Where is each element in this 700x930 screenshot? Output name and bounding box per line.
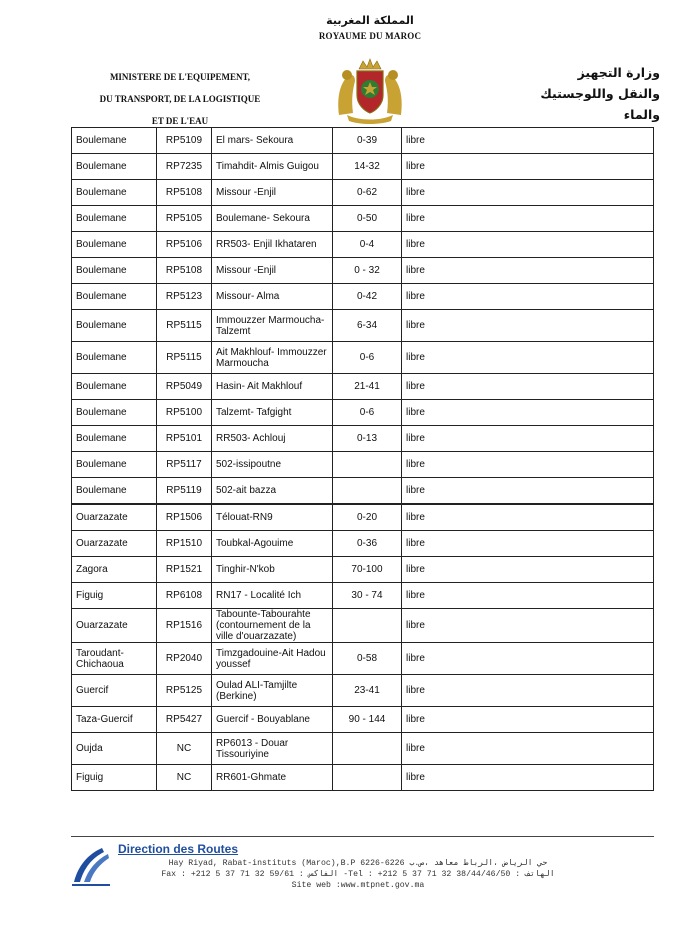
cell-section: RR503- Achlouj [212,426,333,452]
footer-divider [71,836,654,837]
ministry-french [60,66,300,132]
cell-region: Boulemane [72,478,157,505]
table-row [72,400,654,426]
table-row [72,557,654,583]
cell-region: Boulemane [72,400,157,426]
cell-status: libre [402,557,654,583]
cell-pk [333,733,402,765]
cell-status: libre [402,733,654,765]
table-row [72,206,654,232]
cell-section: Toubkal-Agouime [212,531,333,557]
cell-pk: 70-100 [333,557,402,583]
table-row [72,531,654,557]
cell-section: Talzemt- Tafgight [212,400,333,426]
cell-section: 502-ait bazza [212,478,333,505]
cell-code: RP5105 [157,206,212,232]
cell-code: RP5101 [157,426,212,452]
cell-pk: 6-34 [333,310,402,342]
cell-pk: 0-4 [333,232,402,258]
cell-region: Guercif [72,675,157,707]
cell-pk [333,478,402,505]
cell-section: Télouat-RN9 [212,504,333,531]
cell-code: RP5427 [157,707,212,733]
cell-status: libre [402,609,654,643]
table-row [72,310,654,342]
cell-region: Ouarzazate [72,609,157,643]
cell-status: libre [402,583,654,609]
cell-section: Timzgadouine-Ait Hadou youssef [212,643,333,675]
cell-code: RP1516 [157,609,212,643]
table-row [72,128,654,154]
cell-section: Boulemane- Sekoura [212,206,333,232]
table-row [72,180,654,206]
cell-section: Timahdit- Almis Guigou [212,154,333,180]
ministry-line-2: DU TRANSPORT, DE LA LOGISTIQUE [99,94,261,104]
cell-pk: 0-58 [333,643,402,675]
cell-region: Boulemane [72,128,157,154]
cell-pk: 0-6 [333,342,402,374]
cell-status: libre [402,180,654,206]
cell-code: RP1521 [157,557,212,583]
cell-pk: 23-41 [333,675,402,707]
kingdom-arabic: المملكة المغربية [326,14,414,27]
cell-section: Immouzzer Marmoucha-Talzemt [212,310,333,342]
cell-code: RP5125 [157,675,212,707]
cell-pk [333,452,402,478]
cell-pk: 0-42 [333,284,402,310]
cell-section: RR601-Ghmate [212,765,333,791]
table-row [72,426,654,452]
cell-status: libre [402,643,654,675]
cell-status: libre [402,531,654,557]
cell-status: libre [402,284,654,310]
table-row [72,232,654,258]
cell-code: RP5108 [157,258,212,284]
footer-address: Hay Riyad, Rabat-instituts (Maroc),B.P 6226-6226 حي الرياض ،الرباط معاهد ،ص.ب [168,859,548,868]
cell-section: Missour -Enjil [212,258,333,284]
ministry-arabic [510,62,660,125]
cell-status: libre [402,232,654,258]
cell-code: RP1510 [157,531,212,557]
cell-status: libre [402,504,654,531]
cell-region: Oujda [72,733,157,765]
table-row [72,583,654,609]
cell-region: Taza-Guercif [72,707,157,733]
kingdom-heading [300,14,440,41]
cell-section: Tabounte-Tabourahte (contournement de la ville d'ouarzazate) [212,609,333,643]
cell-code: RP2040 [157,643,212,675]
cell-code: RP5115 [157,310,212,342]
cell-section: Tinghir-N'kob [212,557,333,583]
ministry-line-1: MINISTERE DE L'EQUIPEMENT, [109,72,251,82]
cell-region: Boulemane [72,258,157,284]
cell-pk: 0-50 [333,206,402,232]
footer-contact [118,858,598,891]
cell-status: libre [402,478,654,505]
cell-pk: 0-39 [333,128,402,154]
coat-of-arms-icon [333,55,407,125]
cell-status: libre [402,374,654,400]
cell-region: Boulemane [72,452,157,478]
cell-code: RP5106 [157,232,212,258]
cell-status: libre [402,675,654,707]
cell-pk: 0-6 [333,400,402,426]
cell-section: RP6013 - Douar Tissouriyine [212,733,333,765]
cell-region: Ouarzazate [72,504,157,531]
cell-section: Missour -Enjil [212,180,333,206]
cell-pk: 30 - 74 [333,583,402,609]
cell-pk: 90 - 144 [333,707,402,733]
ministry-ar-line-3: والماء [623,107,660,122]
cell-code: RP5100 [157,400,212,426]
cell-region: Boulemane [72,284,157,310]
cell-region: Boulemane [72,426,157,452]
cell-section: Guercif - Bouyablane [212,707,333,733]
cell-region: Figuig [72,765,157,791]
cell-pk: 0-36 [333,531,402,557]
cell-code: RP5115 [157,342,212,374]
cell-section: Hasin- Ait Makhlouf [212,374,333,400]
cell-code: RP5123 [157,284,212,310]
ministry-ar-line-1: وزارة التجهيز [577,65,660,80]
kingdom-french: ROYAUME DU MAROC [318,31,422,41]
cell-code: RP1506 [157,504,212,531]
cell-region: Boulemane [72,180,157,206]
cell-pk: 21-41 [333,374,402,400]
cell-code: NC [157,733,212,765]
cell-status: libre [402,154,654,180]
footer-website: Site web :www.mtpnet.gov.ma [291,881,425,890]
cell-pk [333,609,402,643]
table-row [72,765,654,791]
table-body [72,128,654,791]
cell-status: libre [402,707,654,733]
table-row [72,504,654,531]
table-row [72,342,654,374]
table-row [72,733,654,765]
cell-region: Taroudant-Chichaoua [72,643,157,675]
cell-status: libre [402,206,654,232]
table-row [72,452,654,478]
cell-pk: 0-62 [333,180,402,206]
table-row [72,284,654,310]
cell-code: RP5109 [157,128,212,154]
cell-region: Ouarzazate [72,531,157,557]
cell-pk: 0 - 32 [333,258,402,284]
cell-status: libre [402,452,654,478]
table-row [72,374,654,400]
roads-status-table [71,127,654,791]
cell-section: El mars- Sekoura [212,128,333,154]
cell-region: Boulemane [72,206,157,232]
cell-section: Ait Makhlouf- Immouzzer Marmoucha [212,342,333,374]
cell-section: 502-issipoutne [212,452,333,478]
cell-status: libre [402,128,654,154]
cell-region: Zagora [72,557,157,583]
ministry-line-3: ET DE L'EAU [151,116,209,126]
cell-code: RP5108 [157,180,212,206]
ministry-ar-line-2: والنقل واللوجستيك [540,86,660,101]
table-row [72,258,654,284]
table-row [72,609,654,643]
table-row [72,643,654,675]
table-row [72,478,654,505]
cell-pk: 14-32 [333,154,402,180]
cell-section: RN17 - Localité Ich [212,583,333,609]
direction-des-routes-logo-icon [68,842,114,888]
cell-region: Boulemane [72,310,157,342]
cell-region: Figuig [72,583,157,609]
cell-pk [333,765,402,791]
cell-section: RR503- Enjil Ikhataren [212,232,333,258]
cell-code: RP6108 [157,583,212,609]
cell-region: Boulemane [72,342,157,374]
cell-code: RP5049 [157,374,212,400]
cell-code: RP5117 [157,452,212,478]
cell-region: Boulemane [72,374,157,400]
cell-code: NC [157,765,212,791]
footer-phones: Fax : +212 5 37 71 32 59/61 : الفاكس -Tel : +212 5 37 71 32 38/44/46/50 : الهاتف [161,870,555,879]
cell-pk: 0-13 [333,426,402,452]
cell-pk: 0-20 [333,504,402,531]
table-row [72,154,654,180]
cell-status: libre [402,310,654,342]
cell-code: RP5119 [157,478,212,505]
table-row [72,675,654,707]
cell-status: libre [402,342,654,374]
cell-region: Boulemane [72,154,157,180]
cell-status: libre [402,400,654,426]
table-row [72,707,654,733]
cell-code: RP7235 [157,154,212,180]
cell-region: Boulemane [72,232,157,258]
cell-status: libre [402,765,654,791]
cell-status: libre [402,258,654,284]
cell-section: Missour- Alma [212,284,333,310]
cell-section: Oulad ALI-Tamjilte (Berkine) [212,675,333,707]
cell-status: libre [402,426,654,452]
footer-title: Direction des Routes [118,842,239,856]
